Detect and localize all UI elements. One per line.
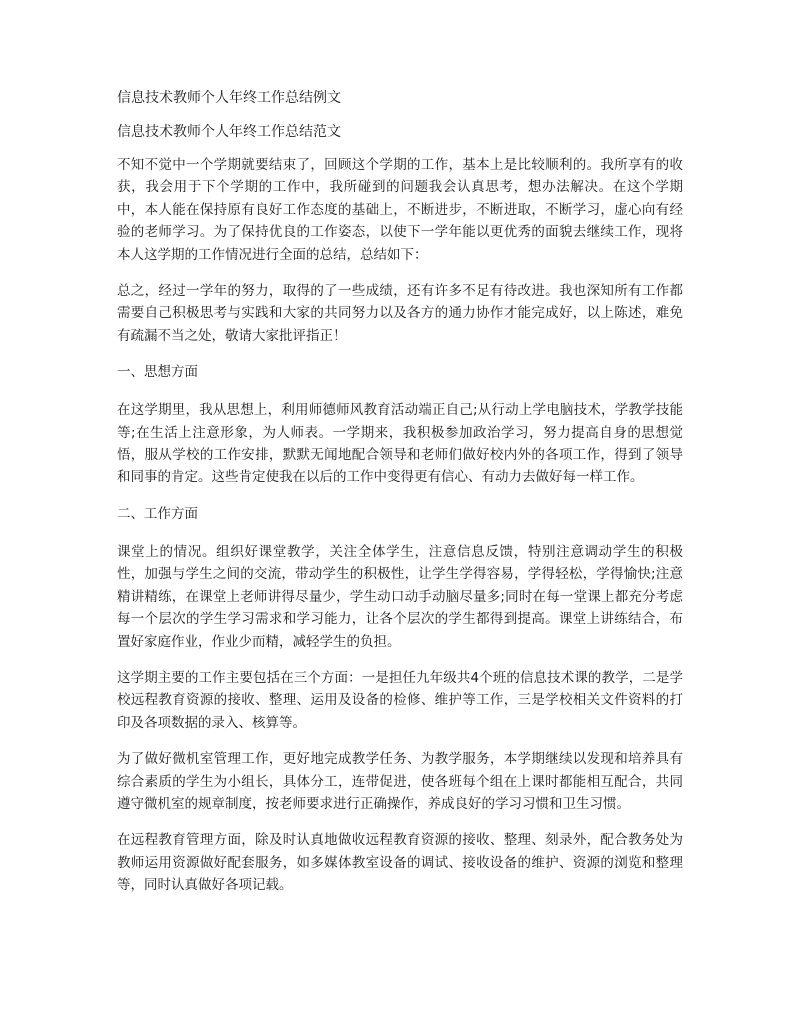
document-page	[117, 88, 683, 911]
section-heading-work: 二、工作方面	[117, 505, 198, 522]
classroom-paragraph: 课堂上的情况。组织好课堂教学，关注全体学生，注意信息反馈，特别注意调动学生的积极性，加强与学生之间的交流，带动学生的积极性，让学生学得容易，学得轻松，学得愉快;注意精讲精练，在课堂上老师讲得尽量少，学生动口动手动脑尽量多;同时在每一堂课上都充分考虑每一个层次的学生学习需求和学习能力，让各个层次的学生都得到提高。课堂上讲练结合，布置好家庭作业，作业少而精，减轻学生的负担。	[117, 543, 683, 650]
intro-paragraph: 不知不觉中一个学期就要结束了，回顾这个学期的工作，基本上是比较顺利的。我所享有的收获，我会用于下个学期的工作中，我所碰到的问题我会认真思考，想办法解决。在这个学期中，本人能在保持原有良好工作态度的基础上，不断进步，不断进取，不断学习，虚心向有经验的老师学习。为了保持优良的工作姿态，以使下一学年能以更优秀的面貌去继续工作，现将本人这学期的工作情况进行全面的总结，总结如下：	[117, 157, 683, 263]
summary-paragraph: 总之，经过一学年的努力，取得的了一些成绩，还有许多不足有待改进。我也深知所有工作都需要自己积极思考与实践和大家的共同努力以及各方的通力协作才能完成好，以上陈述，难免有疏漏不当之处，敬请大家批评指正！	[117, 283, 683, 344]
thought-paragraph: 在这学期里，我从思想上，利用师德师风教育活动端正自己;从行动上学电脑技术，学教学技能等;在生活上注意形象，为人师表。一学期来，我积极参加政治学习，努力提高自身的思想觉悟，服从学校的工作安排，默默无闻地配合领导和老师们做好校内外的各项工作，得到了领导和同事的肯定。这些肯定使我在以后的工作中变得更有信心、有动力去做好每一样工作。	[117, 402, 683, 486]
computer-lab-paragraph: 为了做好微机室管理工作，更好地完成教学任务、为教学服务，本学期继续以发现和培养具有综合素质的学生为小组长，具体分工，连带促进，使各班每个组在上课时都能相互配合，共同遵守微机室的规章制度，按老师要求进行正确操作，养成良好的学习习惯和卫生习惯。	[117, 751, 683, 812]
section-heading-thought: 一、思想方面	[117, 364, 198, 381]
remote-education-paragraph: 在远程教育管理方面，除及时认真地做收远程教育资源的接收、整理、刻录外，配合教务处为教师运用资源做好配套服务，如多媒体教室设备的调试、接收设备的维护、资源的浏览和整理等，同时认真做好各项记载。	[117, 832, 683, 894]
main-work-paragraph: 这学期主要的工作主要包括在三个方面：一是担任九年级共4个班的信息技术课的教学，二是学校远程教育资源的接收、整理、运用及设备的检修、维护等工作，三是学校相关文件资料的打印及各项数据的录入、核算等。	[117, 669, 683, 731]
document-title: 信息技术教师个人年终工作总结例文	[117, 90, 341, 106]
document-subtitle: 信息技术教师个人年终工作总结范文	[117, 124, 341, 140]
